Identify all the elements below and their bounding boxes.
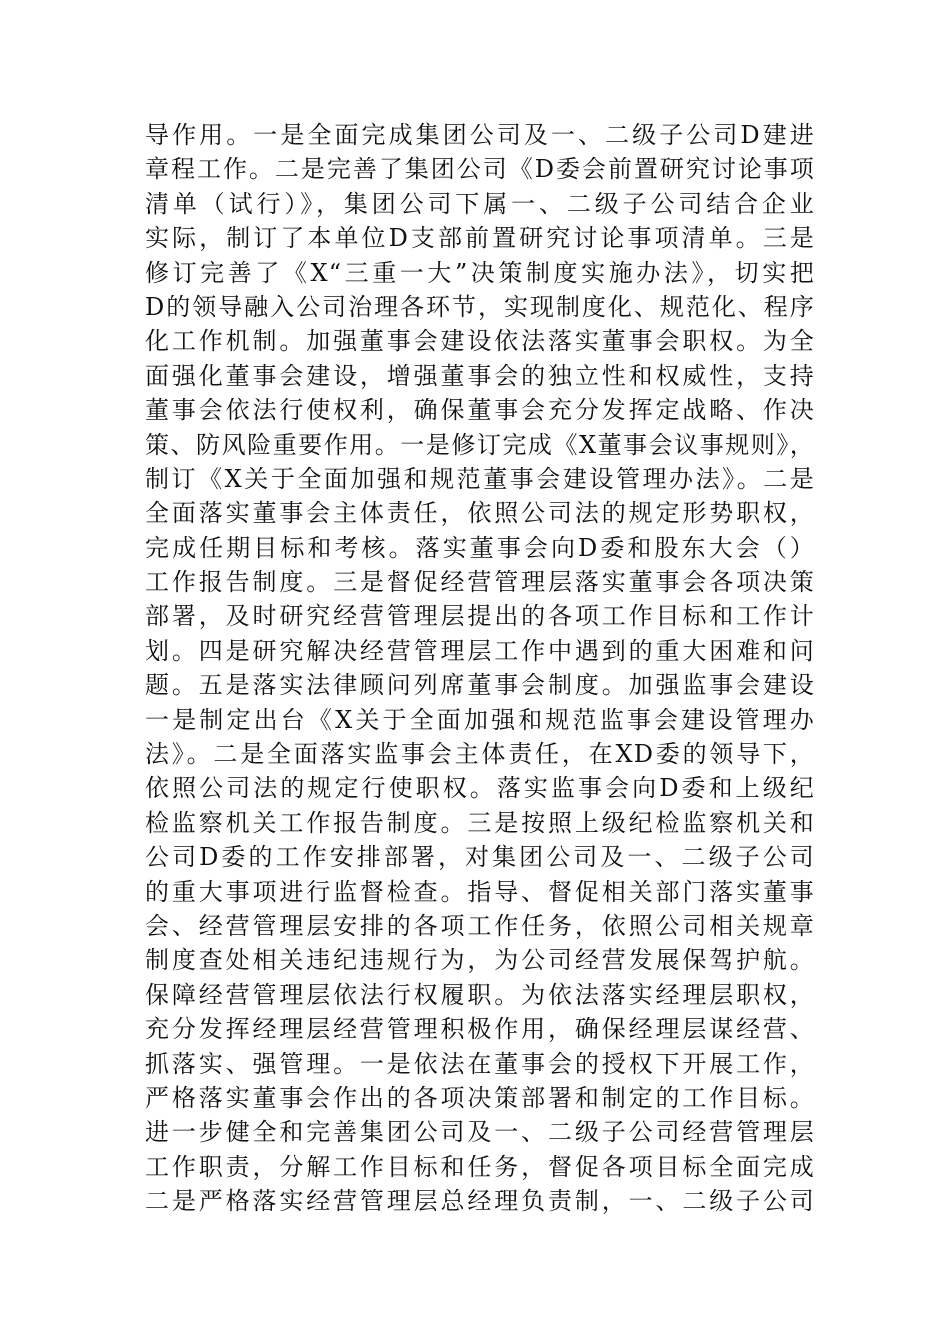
text-line: 全面落实董事会主体责任，依照公司法的规定形势职权，: [145, 499, 815, 528]
text-line: 制度查处相关违纪违规行为，为公司经营发展保驾护航。: [145, 946, 815, 975]
text-line: 充分发挥经理层经营管理积极作用，确保经理层谋经营、: [145, 1015, 815, 1044]
text-line: 检监察机关工作报告制度。三是按照上级纪检监察机关和: [145, 808, 815, 837]
text-line: 依照公司法的规定行使职权。落实监事会向D委和上级纪: [145, 774, 815, 803]
text-line: 制订《X关于全面加强和规范董事会建设管理办法》。二是: [145, 464, 815, 493]
text-line: 面强化董事会建设，增强董事会的独立性和权威性，支持: [145, 361, 815, 390]
text-line: D的领导融入公司治理各环节，实现制度化、规范化、程序: [145, 292, 815, 321]
text-line: 策、防风险重要作用。一是修订完成《X董事会议事规则》，: [145, 430, 815, 459]
text-line: 进一步健全和完善集团公司及一、二级子公司经营管理层: [145, 1118, 815, 1147]
text-line: 的重大事项进行监督检查。指导、督促相关部门落实董事: [145, 877, 815, 906]
text-line: 化工作机制。加强董事会建设依法落实董事会职权。为全: [145, 327, 815, 356]
text-line: 会、经营管理层安排的各项工作任务，依照公司相关规章: [145, 911, 815, 940]
text-line: 完成任期目标和考核。落实董事会向D委和股东大会（）: [145, 533, 815, 562]
text-line: 部署，及时研究经营管理层提出的各项工作目标和工作计: [145, 602, 815, 631]
text-line: 工作职责，分解工作目标和任务，督促各项目标全面完成: [145, 1152, 815, 1181]
text-line: 导作用。一是全面完成集团公司及一、二级子公司D建进: [145, 121, 815, 149]
text-line: 抓落实、强管理。一是依法在董事会的授权下开展工作，: [145, 1049, 815, 1078]
text-line: 严格落实董事会作出的各项决策部署和制定的工作目标。: [145, 1083, 815, 1112]
text-line: 一是制定出台《X关于全面加强和规范监事会建设管理办: [145, 705, 815, 734]
text-line: 修订完善了《X“三重一大”决策制度实施办法》，切实把: [145, 258, 815, 287]
document-body: [145, 118, 815, 1219]
text-line: 章程工作。二是完善了集团公司《D委会前置研究讨论事项: [145, 155, 815, 184]
text-line: 工作报告制度。三是督促经营管理层落实董事会各项决策: [145, 568, 815, 597]
text-line: 董事会依法行使权利，确保董事会充分发挥定战略、作决: [145, 396, 815, 425]
text-line: 法》。二是全面落实监事会主体责任，在XD委的领导下，: [145, 740, 815, 769]
text-line: 实际，制订了本单位D支部前置研究讨论事项清单。三是: [145, 224, 815, 253]
text-line: 保障经营管理层依法行权履职。为依法落实经理层职权，: [145, 980, 815, 1009]
text-line: 二是严格落实经营管理层总经理负责制，一、二级子公司: [145, 1187, 815, 1216]
text-line: 清单（试行）》，集团公司下属一、二级子公司结合企业: [145, 189, 815, 218]
text-line: 划。四是研究解决经营管理层工作中遇到的重大困难和问: [145, 636, 815, 665]
text-line: 公司D委的工作安排部署，对集团公司及一、二级子公司: [145, 843, 815, 872]
text-line: 题。五是落实法律顾问列席董事会制度。加强监事会建设: [145, 671, 815, 700]
